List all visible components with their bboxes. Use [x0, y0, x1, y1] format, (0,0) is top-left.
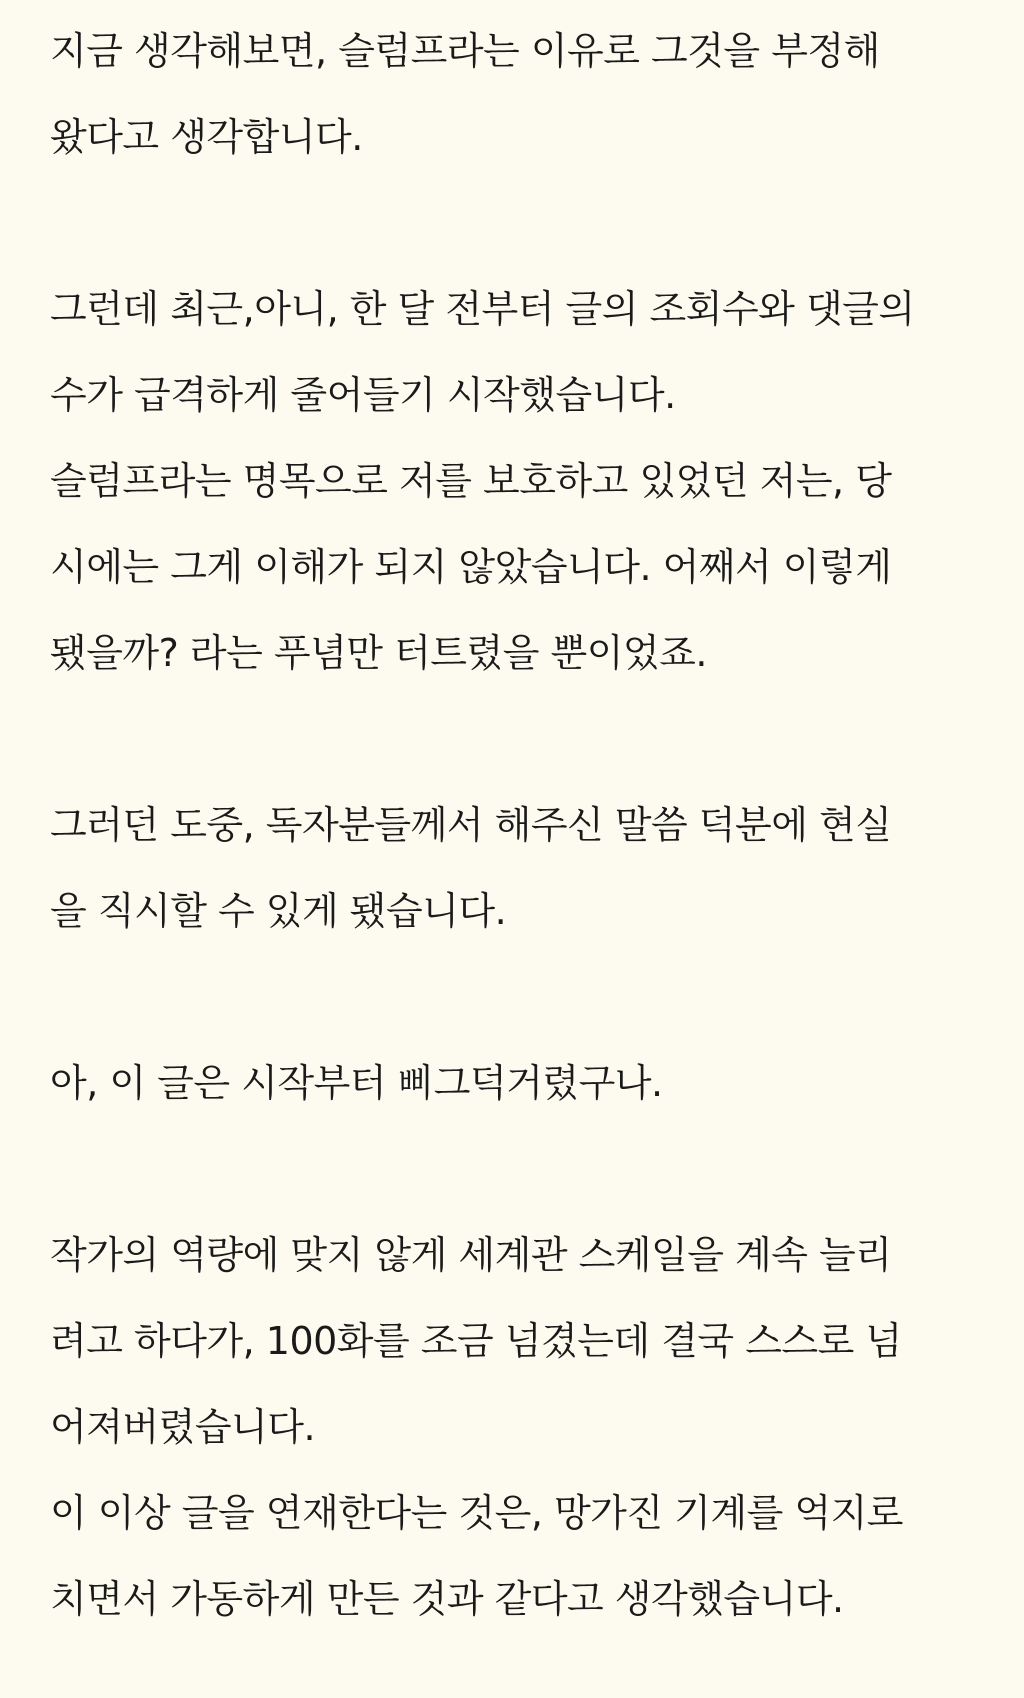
paragraph-gap — [50, 1134, 1000, 1220]
text-line: 슬럼프라는 명목으로 저를 보호하고 있었던 저는, 당 — [50, 459, 892, 503]
text-line: 어져버렸습니다. — [50, 1405, 316, 1449]
text-line: 지금 생각해보면, 슬럼프라는 이유로 그것을 부정해 — [50, 29, 880, 73]
text-line: 이 이상 글을 연재한다는 것은, 망가진 기계를 억지로 — [50, 1491, 904, 1535]
post-body — [50, 16, 1000, 1650]
paragraph — [50, 16, 1000, 188]
paragraph — [50, 1220, 1000, 1650]
text-line: 됐을까? 라는 푸념만 터트렸을 뿐이었죠. — [50, 631, 707, 675]
text-line: 려고 하다가, 100화를 조금 넘겼는데 결국 스스로 넘 — [50, 1319, 902, 1363]
text-line: 시에는 그게 이해가 되지 않았습니다. 어째서 이렇게 — [50, 545, 892, 589]
text-line: 아, 이 글은 시작부터 삐그덕거렸구나. — [50, 1061, 663, 1105]
text-line: 을 직시할 수 있게 됐습니다. — [50, 889, 507, 933]
paragraph-gap — [50, 188, 1000, 274]
text-line: 그런데 최근,아니, 한 달 전부터 글의 조회수와 댓글의 — [50, 287, 915, 331]
paragraph-gap — [50, 704, 1000, 790]
text-line: 왔다고 생각합니다. — [50, 115, 363, 159]
paragraph — [50, 274, 1000, 704]
text-line: 그러던 도중, 독자분들께서 해주신 말씀 덕분에 현실 — [50, 803, 892, 847]
text-line: 작가의 역량에 맞지 않게 세계관 스케일을 계속 늘리 — [50, 1233, 892, 1277]
text-line: 치면서 가동하게 만든 것과 같다고 생각했습니다. — [50, 1577, 844, 1621]
paragraph-gap — [50, 962, 1000, 1048]
text-line: 수가 급격하게 줄어들기 시작했습니다. — [50, 373, 676, 417]
paragraph — [50, 790, 1000, 962]
paragraph — [50, 1048, 1000, 1134]
